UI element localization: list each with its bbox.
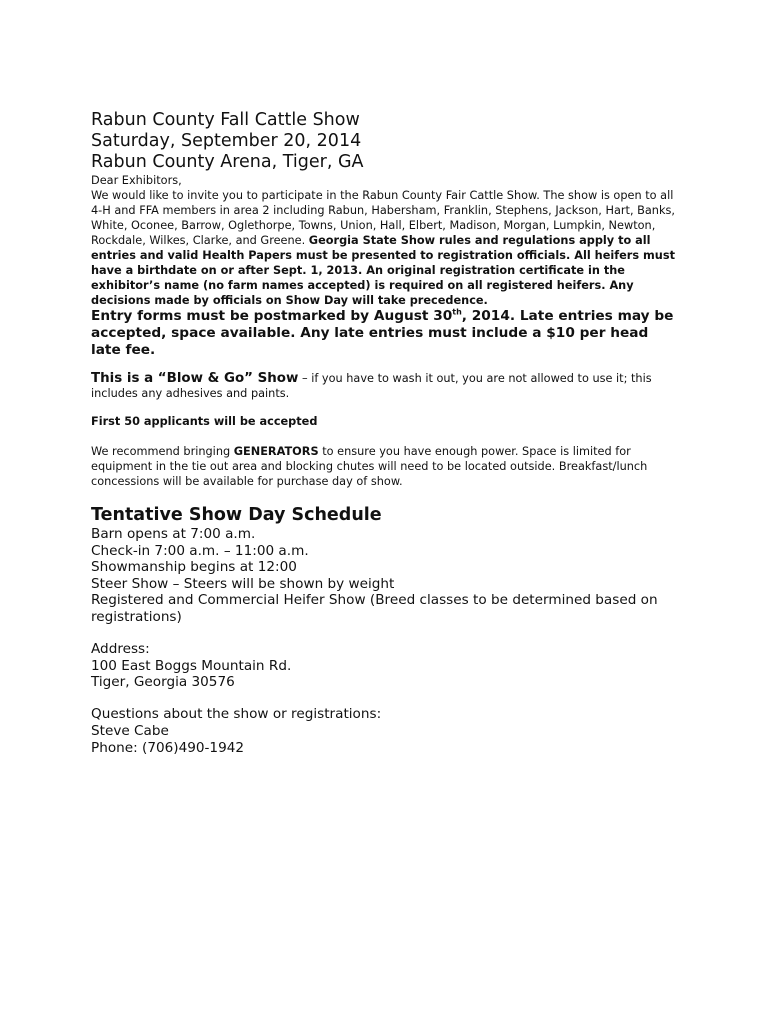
contact-question: Questions about the show or registrations: <box>91 706 382 723</box>
schedule-item: Barn opens at 7:00 a.m. <box>91 526 256 542</box>
generators-emphasis: GENERATORS <box>233 445 319 458</box>
generators-text-start: We recommend bringing <box>91 445 234 458</box>
address-street: 100 East Boggs Mountain Rd. <box>91 657 292 674</box>
blow-and-go-heading: This is a “Blow & Go” Show <box>91 371 299 386</box>
entry-deadline <box>91 308 681 359</box>
schedule-item: Steer Show – Steers will be shown by weight <box>91 575 395 592</box>
schedule-item: Showmanship begins at 12:00 <box>91 559 297 576</box>
generators-paragraph <box>91 444 681 489</box>
schedule-title: Tentative Show Day Schedule <box>91 505 382 525</box>
intro-paragraph <box>91 188 681 308</box>
address-city: Tiger, Georgia 30576 <box>91 674 235 691</box>
letter-content <box>91 110 681 756</box>
first-50-note: First 50 applicants will be accepted <box>91 415 318 428</box>
blow-and-go-paragraph <box>91 371 681 401</box>
show-title: Rabun County Fall Cattle Show <box>91 110 360 130</box>
contact-phone: Phone: (706)490-1942 <box>91 739 245 756</box>
entry-deadline-end: , 2014. Late entries may be accepted, space available. Any late entries must include a $10 per head late fee. <box>91 308 674 358</box>
generators-text-end: to ensure you have enough power. Space is limited for equipment in the tie out area and blocking chutes will need to be located outside. Breakfast/lunch concessions will be available for purchase day of show. <box>91 445 648 488</box>
show-location: Rabun County Arena, Tiger, GA <box>91 152 364 172</box>
contact-name: Steve Cabe <box>91 722 169 739</box>
schedule-item: Check-in 7:00 a.m. – 11:00 a.m. <box>91 542 309 559</box>
rules-text: Georgia State Show rules and regulations apply to all entries and valid Health Papers must be presented to registration officials. All heifers must have a birthdate on or after Sept. 1, 2013. An original registration certificate in the exhibitor’s name (no farm names accepted) is required on all registered heifers. Any decisions made by officials on Show Day will take precedence. <box>91 234 675 307</box>
show-date: Saturday, September 20, 2014 <box>91 131 362 151</box>
intro-text: We would like to invite you to participate in the Rabun County Fair Cattle Show. The show is open to all 4-H and FFA members in area 2 including Rabun, Habersham, Franklin, Stephens, Jackson, Hart, Banks, White, Oconee, Barrow, Oglethorpe, Towns, Union, Hall, Elbert, Madison, Morgan, Lumpkin, Newton, Rockdale, Wilkes, Clarke, and Greene. <box>91 189 675 247</box>
blow-and-go-text: – if you have to wash it out, you are not allowed to use it; this includes any adhesives and paints. <box>91 372 652 400</box>
greeting: Dear Exhibitors, <box>91 174 182 187</box>
schedule-item: Registered and Commercial Heifer Show (Breed classes to be determined based on registrations) <box>91 592 658 625</box>
entry-deadline-superscript: th <box>452 307 462 317</box>
address-label: Address: <box>91 641 150 658</box>
entry-deadline-start: Entry forms must be postmarked by August 30 <box>91 308 453 324</box>
